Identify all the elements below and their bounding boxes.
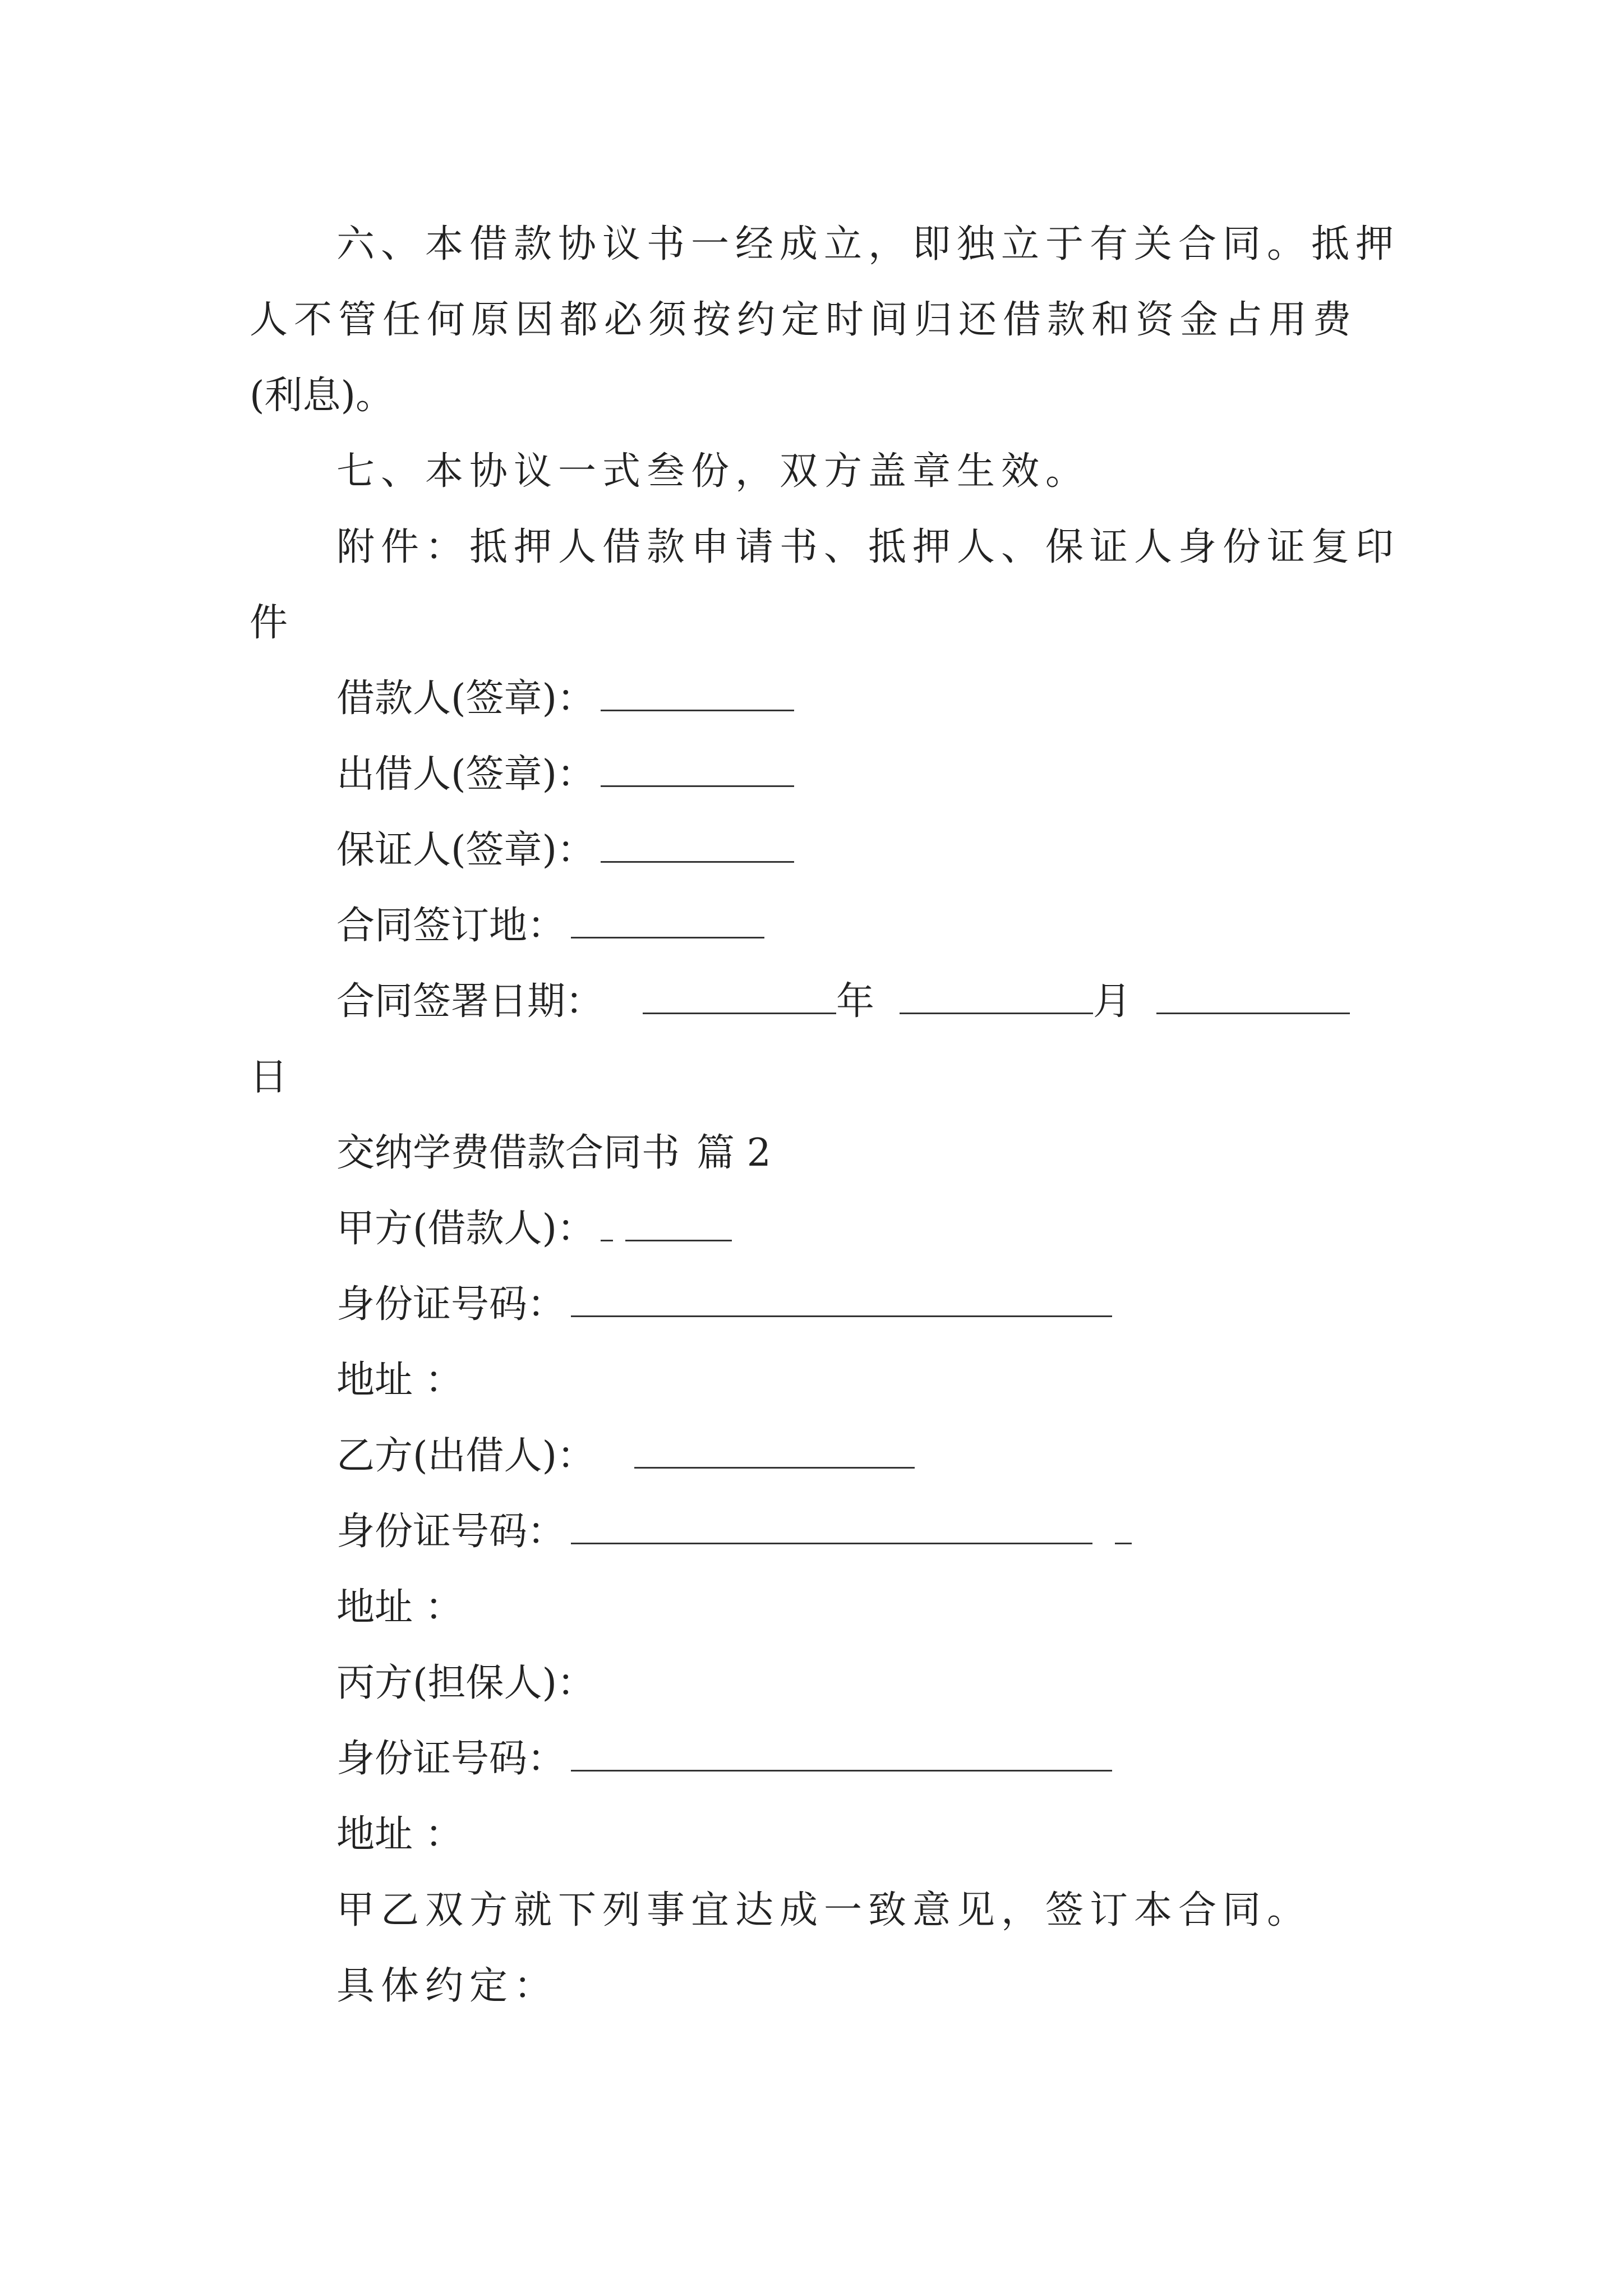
agreement-statement: 甲乙双方就下列事宜达成一致意见，签订本合同。 xyxy=(336,1888,1312,1932)
day-unit: 日 xyxy=(250,1055,288,1099)
paragraph-6-line-2: 人不管任何原因都必须按约定时间归还借款和资金占用费 xyxy=(250,298,1358,342)
paragraph-6-line-1: 六、本借款协议书一经成立，即独立于有关合同。抵押 xyxy=(336,222,1400,266)
party-b-blank xyxy=(634,1433,915,1469)
attachment-line-2: 件 xyxy=(250,601,288,645)
party-a-blank xyxy=(625,1206,732,1241)
party-b-id-blank xyxy=(571,1509,1092,1544)
guarantor-signature-field xyxy=(336,823,794,877)
party-a-address-label: 地址 ： xyxy=(336,1358,463,1402)
borrower-signature-field xyxy=(336,672,794,726)
day-blank xyxy=(1156,979,1350,1014)
month-unit: 月 xyxy=(1093,979,1132,1024)
party-c-id-field xyxy=(336,1732,1112,1786)
party-a-field xyxy=(336,1202,732,1256)
borrower-signature-label: 借款人(签章)： xyxy=(336,677,596,721)
signing-date-field xyxy=(336,975,1350,1029)
signing-place-blank xyxy=(571,903,764,938)
lender-signature-field xyxy=(336,748,794,802)
party-b-address-label: 地址 ： xyxy=(336,1585,463,1630)
attachment-line-1: 附件：抵押人借款申请书、抵押人、保证人身份证复印 xyxy=(336,525,1400,569)
year-unit: 年 xyxy=(836,979,875,1024)
signing-place-field xyxy=(336,899,764,953)
party-a-id-field xyxy=(336,1278,1112,1332)
guarantor-signature-label: 保证人(签章)： xyxy=(336,828,596,872)
party-b-label: 乙方(出借人)： xyxy=(336,1434,596,1478)
party-a-id-blank xyxy=(571,1282,1112,1317)
party-b-id-blank-short xyxy=(1115,1509,1132,1544)
party-c-address-label: 地址 ： xyxy=(336,1812,463,1857)
borrower-signature-blank xyxy=(601,676,794,711)
party-b-id-label: 身份证号码： xyxy=(336,1510,566,1554)
guarantor-signature-blank xyxy=(601,827,794,863)
party-c-id-label: 身份证号码： xyxy=(336,1737,566,1781)
section-title-text: 交纳学费借款合同书 xyxy=(336,1131,680,1175)
paragraph-7: 七、本协议一式叁份，双方盖章生效。 xyxy=(336,449,1090,494)
paragraph-6-line-3: (利息)。 xyxy=(250,374,394,418)
party-c-label: 丙方(担保人)： xyxy=(336,1661,596,1705)
year-blank xyxy=(643,979,836,1014)
month-blank xyxy=(900,979,1093,1014)
party-c-id-blank xyxy=(571,1736,1112,1772)
party-a-label: 甲方(借款人)： xyxy=(336,1207,596,1251)
lender-signature-label: 出借人(签章)： xyxy=(336,752,596,797)
party-a-id-label: 身份证号码： xyxy=(336,1282,566,1327)
party-b-id-field xyxy=(336,1505,1132,1559)
lender-signature-blank xyxy=(601,752,794,787)
signing-date-label: 合同签署日期： xyxy=(336,979,604,1024)
section-title xyxy=(336,1126,771,1180)
signing-place-label: 合同签订地： xyxy=(336,904,566,948)
party-a-blank-short xyxy=(601,1206,613,1241)
specific-terms-heading: 具体约定： xyxy=(336,1964,559,2008)
section-title-number: 篇 2 xyxy=(697,1131,771,1175)
party-b-field xyxy=(336,1429,915,1483)
